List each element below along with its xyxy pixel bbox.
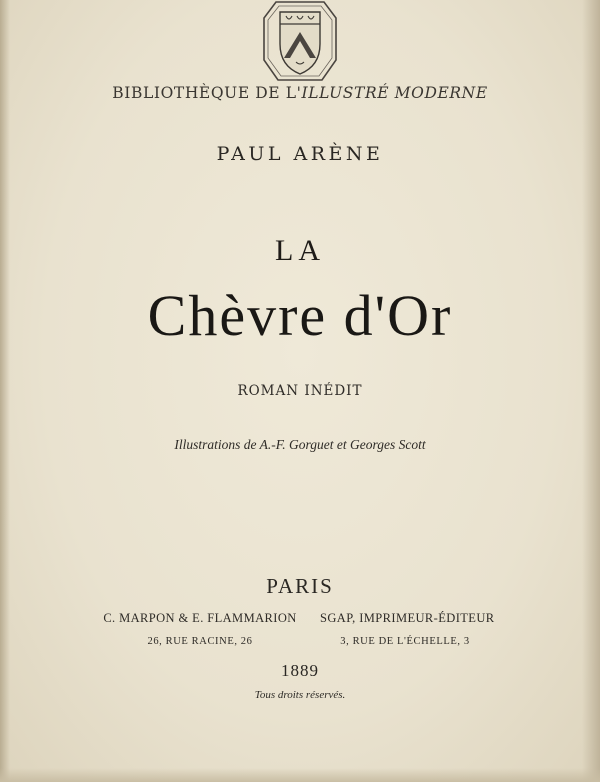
- publisher-left-name: C. MARPON & E. FLAMMARION: [103, 611, 297, 625]
- book-title-article: LA: [275, 234, 325, 267]
- heraldic-shield-icon: [262, 0, 338, 84]
- publication-year: 1889: [281, 661, 319, 680]
- imprint-city: PARIS: [266, 574, 334, 598]
- author-name: PAUL ARÈNE: [216, 143, 384, 165]
- series-title-italic: ILLUSTRÉ MODERNE: [301, 84, 488, 102]
- book-subtitle: ROMAN INÉDIT: [237, 383, 363, 399]
- rights-notice: Tous droits réservés.: [254, 689, 346, 701]
- publisher-right-name: SGAP, IMPRIMEUR-ÉDITEUR: [320, 611, 495, 625]
- publisher-right-address: 3, RUE DE L'ÉCHELLE, 3: [340, 636, 470, 647]
- series-title: [0, 84, 600, 102]
- publisher-left-address: 26, RUE RACINE, 26: [147, 636, 253, 647]
- illustrators-credit: Illustrations de A.-F. Gorguet et Georges Scott: [174, 437, 426, 452]
- page-bottom-shadow: [0, 768, 600, 782]
- book-title: Chèvre d'Or: [147, 283, 453, 348]
- series-title-prefix: BIBLIOTHÈQUE DE L': [112, 84, 302, 102]
